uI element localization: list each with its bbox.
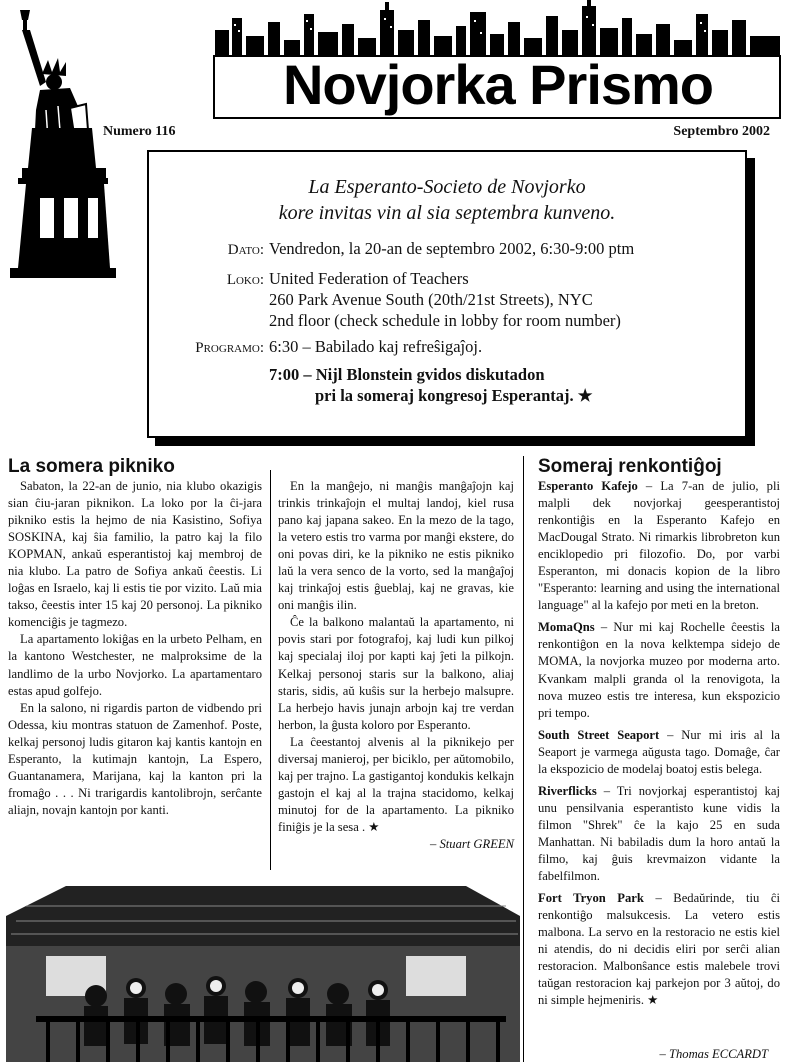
meetings-column [538, 478, 780, 1014]
meeting-entry-2 [538, 619, 780, 721]
newspaper-title: Novjorka Prismo [282, 53, 714, 116]
meeting-entry-5-text: – Bedaŭrinde, tiu ĉi renkontiĝo malsukcesis. La vetero estis malbona. La servo en la restoracio ne estis kiel ni atendis, do ni decidis eliri por serĉi alian restoracion. Malbonŝance estis malebele trovi taŭgan restoracion kaj parkejon por 3 aŭtoj, do ni simple hejmeniris. ★ [538, 891, 780, 1008]
invitation-headline-line2: kore invitas vin al sia septembra kunveno. [278, 202, 616, 224]
picnic-byline: – Stuart GREEN [430, 836, 514, 851]
picnic-paragraph-5: Ĉe la balkono malantaŭ la apartamento, ni povis stari por fotografoj, kaj ludi kun pilkoj kaj specialaj iloj por kapti kaj ĵeti la pilkojn. Kelkaj personoj staris sur la balkono, aliaj staris, sidis, aŭ kuŝis sur la herbejo malsupre. La herbejo havis junajn arbojn kaj tre verdan herbon, la ĝusta koloro por Esperanto. [278, 615, 514, 732]
masthead [0, 0, 788, 130]
meeting-entry-1 [538, 478, 780, 614]
picnic-photo [6, 876, 520, 1062]
meeting-entry-2-heading: MomaQns [538, 620, 595, 635]
statue-base-illustration [0, 128, 120, 278]
column-divider-2 [523, 456, 524, 1062]
issue-number: Numero 116 [103, 124, 176, 139]
picnic-paragraph-6: La ĉeestantoj alvenis al la piknikejo per diversaj manieroj, per biciklo, per aŭtomobilo, kaj per trajno. La gastigantoj kondukis kelkajn gastojn el kaj al la trajna stacidomo, kelkaj minutoj for de la apartamento. La pikniko finiĝis je la sesa . ★ [278, 734, 514, 834]
program-item-1: 6:30 – Babilado kaj refreŝigaĵoj. [269, 337, 483, 356]
date-value: Vendredon, la 20-an de septembro 2002, 6:30-9:00 ptm [269, 239, 635, 258]
invitation-headline-line1: La Esperanto-Societo de Novjorko [308, 176, 586, 198]
invitation-box [147, 150, 747, 438]
meetings-byline: – Thomas ECCARDT [659, 1047, 768, 1061]
meeting-entry-3-text: – Nur mi iris al la Seaport je varmega aŭgusta tago. Domaĝe, ĉar la ekspozicio de modelaj boatoj estis belega. [538, 727, 780, 776]
place-line1: United Federation of Teachers [269, 269, 469, 288]
program-item-2 [269, 364, 739, 406]
meeting-entry-5-heading: Fort Tryon Park [538, 891, 644, 906]
meeting-entry-4-heading: Riverflicks [538, 783, 597, 798]
place-line3: 2nd floor (check schedule in lobby for room number) [269, 311, 621, 330]
picnic-paragraph-2: La apartamento lokiĝas en la urbeto Pelham, en la kantono Westchester, ne malproksime de la landlimo de la urbo Novjorko. La apartamentaro estas apud golfejo. [8, 632, 262, 698]
picnic-column-2 [278, 478, 514, 853]
program-label: Programo: [195, 340, 264, 356]
meeting-entry-3-heading: South Street Seaport [538, 727, 660, 742]
meeting-entry-1-heading: Esperanto Kafejo [538, 479, 638, 493]
picnic-paragraph-4: En la manĝejo, ni manĝis manĝaĵojn kaj trinkis trinkaĵojn el multaj landoj, kiel rusa pano kaj japana sakeo. En la mezo de la tago, la vetero estis tro varma por manĝi ekstere, do oni povas diri, ke la pikniko ne estis pikniko laŭ la vera senco de la vorto, sed la manĝaĵoj kaj trinkaĵoj estis ĝueblaj, kaj ne gravas, kie oni manĝis ilin. [278, 479, 514, 613]
meeting-entry-3 [538, 727, 780, 778]
issue-date: Septembro 2002 [673, 124, 770, 139]
place-line2: 260 Park Avenue South (20th/21st Streets), NYC [269, 290, 593, 309]
program-item-2-line1: 7:00 – Nijl Blonstein gvidos diskutadon [269, 365, 545, 384]
place-label: Loko: [226, 272, 264, 288]
meeting-entry-4 [538, 783, 780, 885]
column-divider-1 [270, 470, 271, 870]
picnic-article-title: La somera pikniko [8, 456, 175, 477]
meeting-entry-4-text: – Tri novjorkaj esperantistoj kaj unu pensilvania esperantisto kune vidis la filmon "Shrek" ĉe la kajo 25 en suda Manhattan. Ni babiladis dum la horo antaŭ la filmo, kaj ĝuis krevmaizon vidante la fabelfilmon. [538, 783, 780, 884]
meeting-entry-2-text: – Nur mi kaj Rochelle ĉeestis la renkontiĝon en la nova kelktempa sidejo de MOMA, la novjorka muzeo por moderna arto. Kvankam malpli granda ol la renovigota, la nova muzeo estis tre interesa, kun ekspozicio pri tempo. [538, 620, 780, 720]
date-label: Dato: [227, 242, 264, 258]
meeting-entry-5 [538, 890, 780, 1009]
meetings-article-title: Someraj renkontiĝoj [538, 456, 722, 477]
program-item-2-line2: pri la someraj kongresoj Esperantaj. ★ [315, 386, 593, 405]
picnic-paragraph-3: En la salono, ni rigardis parton de vidbendo pri Odessa, kiu montras statuon de Zamenhof. Poste, kelkaj personoj ludis gitaron kaj kantis kantojn en Esperanto, la kutimajn kantojn, La Espero, Guantanamera, Marijana, kaj la kanton pri la fromaĝo . . . Ni trarigardis kantolibrojn, serĉante aliajn, novajn kantojn por kanti. [8, 700, 262, 817]
picnic-paragraph-1: Sabaton, la 22-an de junio, nia klubo okazigis sian ĉiu-jaran piknikon. La loko por la ĉi-jara pikniko estis la hejmo de nia Kasistino, Sofiya SOSKINA, kaj ŝia familio, la patro kaj la filo KOPMAN, ankaŭ esperantistoj kaj membroj de nia klubo. La patro de Sofiya ankaŭ ĉeestis. Li loĝas en Israelo, kaj li estis tie por vizito. Laŭ mia takso, ĉeestis inter 15 kaj 20 personoj. La pikniko komenciĝis je tagmezo. [8, 479, 262, 630]
picnic-column-1 [8, 478, 262, 819]
invitation-headline [149, 174, 745, 226]
meeting-entry-1-text: – La 7-an de julio, pli malpli dek novjorkaj geesperantistoj renkontiĝis en la Esperanto Kafejo en MacDougal Strato. Ni rimarkis librobreton kun enciklopedio pri filozofio. Do, por varbi Esperanton, mi donacis kopion de la libro "Esperanto: learning and using the international language" al la kafejo por meti en la breton. [538, 479, 780, 613]
